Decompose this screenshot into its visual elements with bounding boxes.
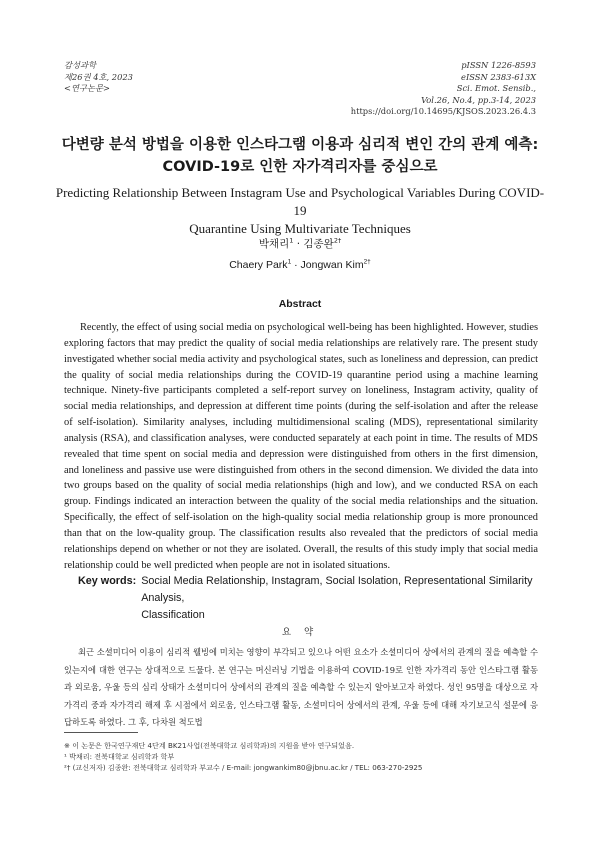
journal-meta-right — [351, 60, 536, 118]
eissn: eISSN 2383-613X — [461, 71, 536, 82]
title-english — [50, 184, 550, 238]
article-type: <연구논문> — [64, 83, 110, 94]
footnotes — [64, 740, 544, 774]
title-english-line-1: Predicting Relationship Between Instagram Use and Psychological Variables During COVID-19 — [55, 185, 545, 218]
journal-volume: 제26권 4호, 2023 — [64, 71, 133, 82]
author-2-en: Jongwan Kim — [300, 259, 364, 271]
title-korean-line-2: COVID-19로 인한 자가격리자를 중심으로 — [162, 159, 438, 175]
keywords-line-1: Social Media Relationship, Instagram, Social Isolation, Representational Similarity Analysis, — [141, 575, 533, 604]
author-separator: · — [293, 238, 304, 250]
keywords-label: Key words: — [78, 575, 137, 587]
keywords-list — [141, 573, 538, 624]
author-1-ko-affil: 1 — [289, 236, 294, 245]
author-2-ko: 김종완 — [303, 238, 334, 250]
abstract-heading: Abstract — [278, 298, 322, 310]
journal-abbrev: Sci. Emot. Sensib., — [456, 83, 536, 94]
title-korean-line-1: 다변량 분석 방법을 이용한 인스타그램 이용과 심리적 변인 간의 관계 예측: — [61, 137, 539, 153]
journal-name: 감성과학 — [64, 60, 97, 70]
authors-korean — [0, 236, 600, 251]
title-korean — [50, 134, 550, 178]
journal-meta-left — [64, 60, 133, 95]
footnote-funding: ※ 이 논문은 한국연구재단 4단계 BK21사업(전북대학교 심리학과)의 지원을 받아 연구되었음. — [64, 741, 355, 750]
footnote-author-1: ¹ 박채리: 전북대학교 심리학과 학부 — [64, 752, 175, 762]
author-2-ko-affil: 2† — [333, 236, 342, 245]
abstract-body: Recently, the effect of using social media on psychological well-being has been highlighted. However, studies exploring factors that may predict the quality of social media relationships are relatively rare. The present study investigated whether social media activity and psychological states, such as loneliness and depression, can predict the quality of social media relationships during the COVID-19 quarantine period using a machine learning technique. Ninety-five participants completed a self-report survey on loneliness, Instagram activity, quality of social media relationships, and depression at different time points (during the self-isolation and after the release of self-isolation). Similarity analyses, including multidimensional scaling (MDS), representational similarity analysis (RSA), and classification analyses, were conducted separately at each point in time. The results of MDS revealed that time spent on social media and depression were distinguished from others in the first dimension, and loneliness and passive use were distinguished from others in the second dimension. We divided the data into two groups based on the quality of social media relationships (high and low), and we conducted RSA on each group. Findings indicated an interaction between the quality of the social media relationships and the situation. Specifically, the effect of self-isolation on the high-quality social media relationship group is more pronounced than that on the low-quality group. The classification results also revealed that the predictors of social media relationships depend on whether or not they are isolated. Overall, the results of this study imply that social media relationship could be well predicted when people are not in isolated situations. — [64, 322, 538, 571]
footnote-corresponding-author: ²† (교신저자) 김종완: 전북대학교 심리학과 부교수 / E-mail: jongwankim80@jbnu.ac.kr / TEL: 063-270-2925 — [64, 763, 423, 773]
author-separator: · — [291, 259, 301, 271]
keywords — [64, 573, 538, 624]
pissn: pISSN 1226-8593 — [461, 60, 536, 70]
authors-english — [0, 259, 600, 271]
author-1-en-affil: 1 — [287, 258, 292, 266]
author-1-ko: 박채리 — [258, 238, 290, 250]
author-2-en-affil: 2† — [363, 258, 371, 266]
summary-korean-body: 최근 소셜미디어 이용이 심리적 웰빙에 미치는 영향이 부각되고 있으나 어떤 요소가 소셜미디어 상에서의 관계의 질을 예측할 수 있는지에 대한 연구는 상대적으로 드물다. 본 연구는 머신러닝 기법을 이용하여 COVID-19로 인한 자가격리 동안 인스타그램 활동과 외로움, 우울 등의 심리 상태가 소셜미디어 상에서의 관계의 질을 예측할 수 있는지 알아보고자 하였다. 성인 95명을 대상으로 자가격리 중과 자가격리 해제 후 시점에서 외로움, 인스타그램 활동, 소셜미디어 상에서의 관계, 우울 등에 대해 자기보고식 설문에 응답하도록 하였다. 그 후, 다차원 척도법 — [64, 647, 538, 728]
footnote-divider — [64, 732, 138, 733]
summary-heading: 요 약 — [281, 627, 319, 638]
keywords-line-2: Classification — [141, 609, 205, 621]
author-1-en: Chaery Park — [229, 259, 288, 271]
volume-pages: Vol.26, No.4, pp.3-14, 2023 — [421, 94, 536, 105]
doi-link[interactable]: https://doi.org/10.14695/KJSOS.2023.26.4.3 — [350, 106, 536, 117]
title-english-line-2: Quarantine Using Multivariate Techniques — [189, 221, 411, 236]
